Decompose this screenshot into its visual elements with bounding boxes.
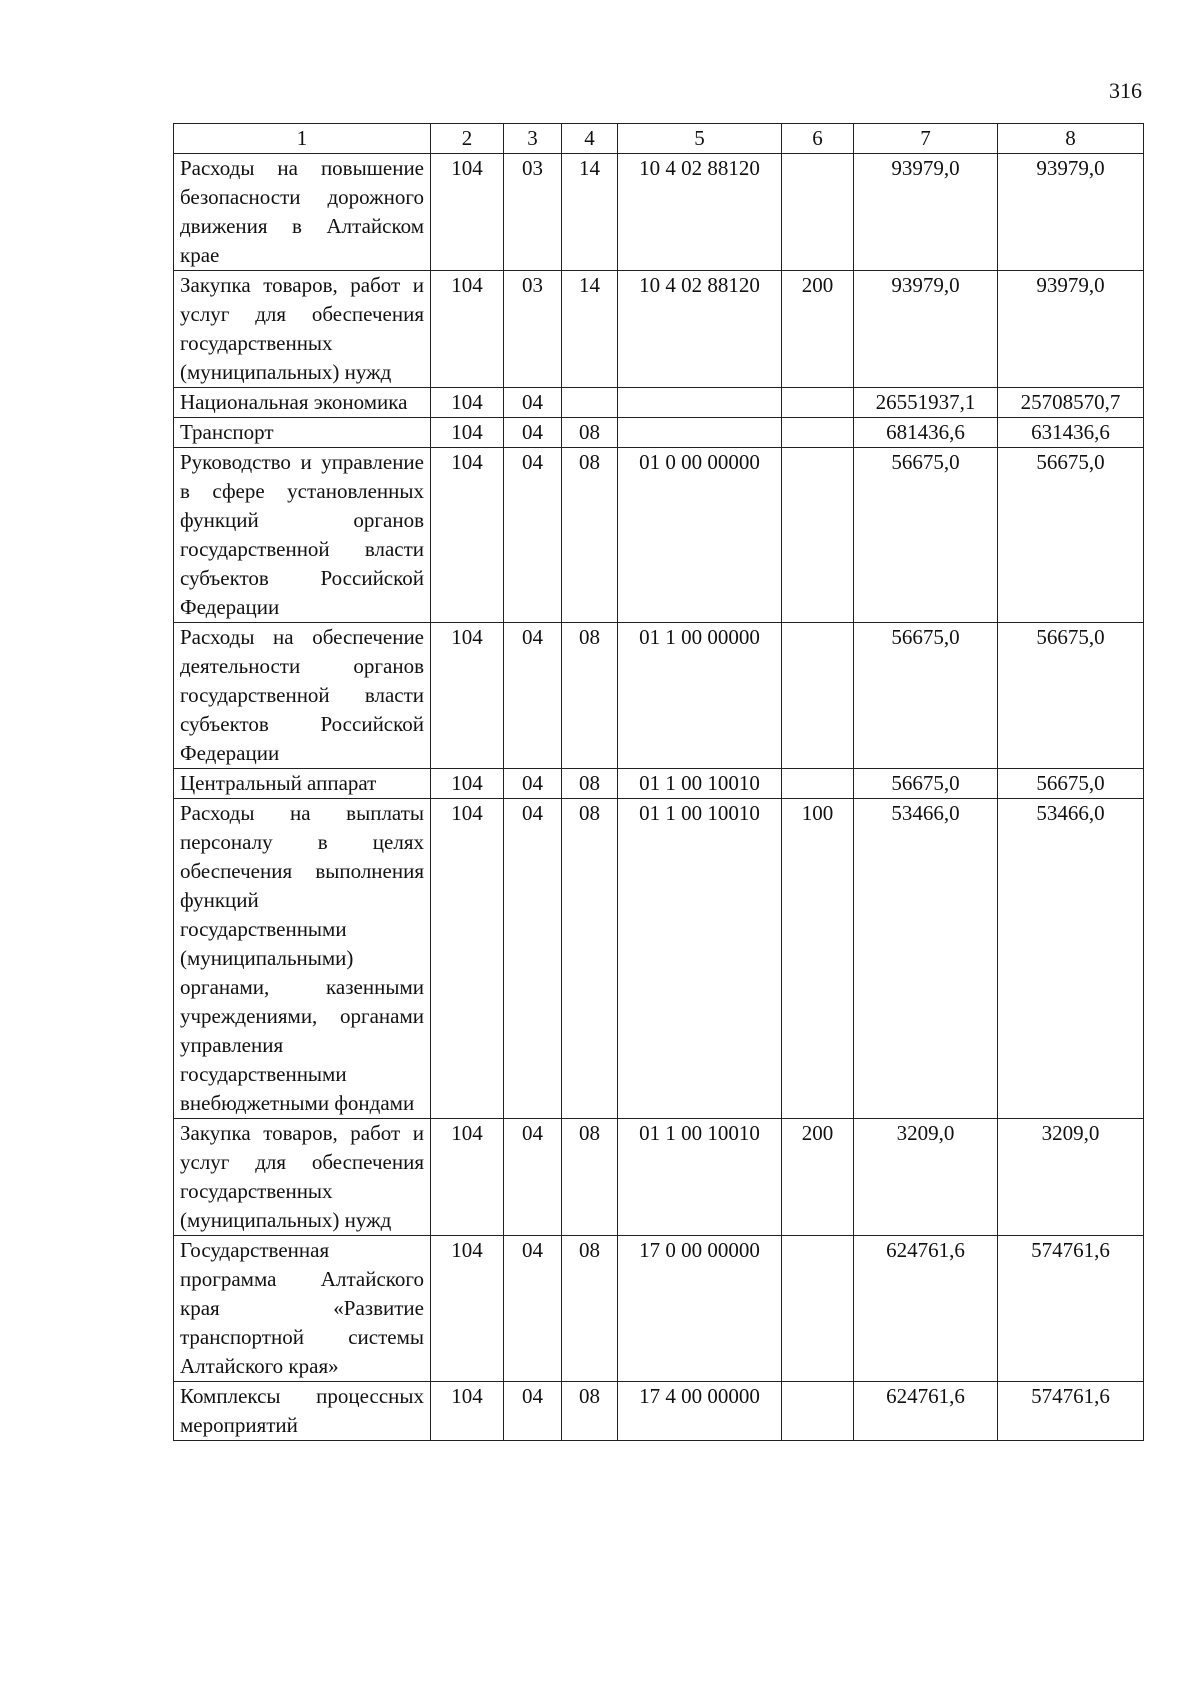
amount-year1-cell: 53466,0 [854,799,998,1119]
expense-type-cell [782,1382,854,1441]
admin-code-cell: 104 [431,1236,504,1382]
budget-table [173,123,1144,1441]
admin-code-cell: 104 [431,418,504,448]
row-name-cell: Закупка товаров, работ и услуг для обеспечения государственных (муниципальных) нужд [174,1119,431,1236]
expense-type-cell [782,769,854,799]
target-article-cell: 01 1 00 10010 [618,1119,782,1236]
row-name-cell: Закупка товаров, работ и услуг для обеспечения государственных (муниципальных) нужд [174,271,431,388]
admin-code-cell: 104 [431,271,504,388]
admin-code-cell: 104 [431,388,504,418]
amount-year1-cell: 681436,6 [854,418,998,448]
expense-type-cell [782,418,854,448]
target-article-cell: 01 1 00 10010 [618,799,782,1119]
section-cell: 03 [504,271,562,388]
expense-type-cell [782,623,854,769]
amount-year2-cell: 631436,6 [998,418,1144,448]
target-article-cell [618,418,782,448]
section-cell: 04 [504,418,562,448]
row-name-cell: Расходы на повышение безопасности дорожного движения в Алтайском крае [174,154,431,271]
section-cell: 04 [504,769,562,799]
admin-code-cell: 104 [431,799,504,1119]
admin-code-cell: 104 [431,1119,504,1236]
expense-type-cell: 100 [782,799,854,1119]
column-header: 7 [854,124,998,154]
row-name-cell: Центральный аппарат [174,769,431,799]
section-cell: 04 [504,388,562,418]
target-article-cell [618,388,782,418]
subsection-cell: 08 [562,448,618,623]
amount-year1-cell: 26551937,1 [854,388,998,418]
target-article-cell: 17 4 00 00000 [618,1382,782,1441]
section-cell: 04 [504,623,562,769]
row-name-cell: Транспорт [174,418,431,448]
column-header: 8 [998,124,1144,154]
amount-year2-cell: 56675,0 [998,448,1144,623]
amount-year2-cell: 3209,0 [998,1119,1144,1236]
admin-code-cell: 104 [431,1382,504,1441]
subsection-cell: 08 [562,1382,618,1441]
target-article-cell: 10 4 02 88120 [618,154,782,271]
table-row [174,448,1144,623]
amount-year1-cell: 56675,0 [854,623,998,769]
page-number: 316 [1109,78,1142,103]
amount-year1-cell: 624761,6 [854,1236,998,1382]
target-article-cell: 17 0 00 00000 [618,1236,782,1382]
section-cell: 04 [504,1382,562,1441]
subsection-cell: 14 [562,271,618,388]
amount-year2-cell: 53466,0 [998,799,1144,1119]
subsection-cell: 08 [562,623,618,769]
subsection-cell: 08 [562,418,618,448]
expense-type-cell: 200 [782,1119,854,1236]
section-cell: 03 [504,154,562,271]
subsection-cell: 08 [562,1119,618,1236]
target-article-cell: 01 1 00 10010 [618,769,782,799]
row-name-cell: Комплексы процессных мероприятий [174,1382,431,1441]
amount-year2-cell: 56675,0 [998,623,1144,769]
table-row [174,769,1144,799]
subsection-cell: 08 [562,769,618,799]
target-article-cell: 10 4 02 88120 [618,271,782,388]
row-name-cell: Национальная экономика [174,388,431,418]
column-header: 5 [618,124,782,154]
column-header: 3 [504,124,562,154]
amount-year2-cell: 25708570,7 [998,388,1144,418]
table-row [174,623,1144,769]
column-header: 1 [174,124,431,154]
table-row [174,418,1144,448]
table-row [174,388,1144,418]
table-row [174,154,1144,271]
amount-year2-cell: 574761,6 [998,1236,1144,1382]
admin-code-cell: 104 [431,769,504,799]
column-header: 6 [782,124,854,154]
amount-year2-cell: 56675,0 [998,769,1144,799]
amount-year2-cell: 93979,0 [998,271,1144,388]
expense-type-cell [782,1236,854,1382]
row-name-cell: Руководство и управление в сфере установленных функций органов государственной власти субъектов Российской Федерации [174,448,431,623]
admin-code-cell: 104 [431,623,504,769]
table-row [174,271,1144,388]
admin-code-cell: 104 [431,448,504,623]
amount-year1-cell: 624761,6 [854,1382,998,1441]
expense-type-cell [782,448,854,623]
amount-year1-cell: 56675,0 [854,769,998,799]
row-name-cell: Расходы на обеспечение деятельности органов государственной власти субъектов Российской Федерации [174,623,431,769]
subsection-cell: 08 [562,799,618,1119]
amount-year1-cell: 3209,0 [854,1119,998,1236]
expense-type-cell [782,388,854,418]
section-cell: 04 [504,1119,562,1236]
table-row [174,1119,1144,1236]
subsection-cell: 14 [562,154,618,271]
admin-code-cell: 104 [431,154,504,271]
section-cell: 04 [504,799,562,1119]
section-cell: 04 [504,1236,562,1382]
amount-year2-cell: 93979,0 [998,154,1144,271]
amount-year1-cell: 56675,0 [854,448,998,623]
subsection-cell: 08 [562,1236,618,1382]
subsection-cell [562,388,618,418]
amount-year1-cell: 93979,0 [854,271,998,388]
amount-year2-cell: 574761,6 [998,1382,1144,1441]
column-header: 2 [431,124,504,154]
target-article-cell: 01 0 00 00000 [618,448,782,623]
expense-type-cell: 200 [782,271,854,388]
table-row [174,799,1144,1119]
table-row [174,1236,1144,1382]
table-row [174,1382,1144,1441]
budget-table-body [174,124,1144,1441]
amount-year1-cell: 93979,0 [854,154,998,271]
section-cell: 04 [504,448,562,623]
column-header: 4 [562,124,618,154]
row-name-cell: Государственная программа Алтайского края «Развитие транспортной системы Алтайского края» [174,1236,431,1382]
column-number-row [174,124,1144,154]
target-article-cell: 01 1 00 00000 [618,623,782,769]
row-name-cell: Расходы на выплаты персоналу в целях обеспечения выполнения функций государственными (муниципальными) органами, казенными учреждениями, органами управления государственными внебюджетными фондами [174,799,431,1119]
expense-type-cell [782,154,854,271]
